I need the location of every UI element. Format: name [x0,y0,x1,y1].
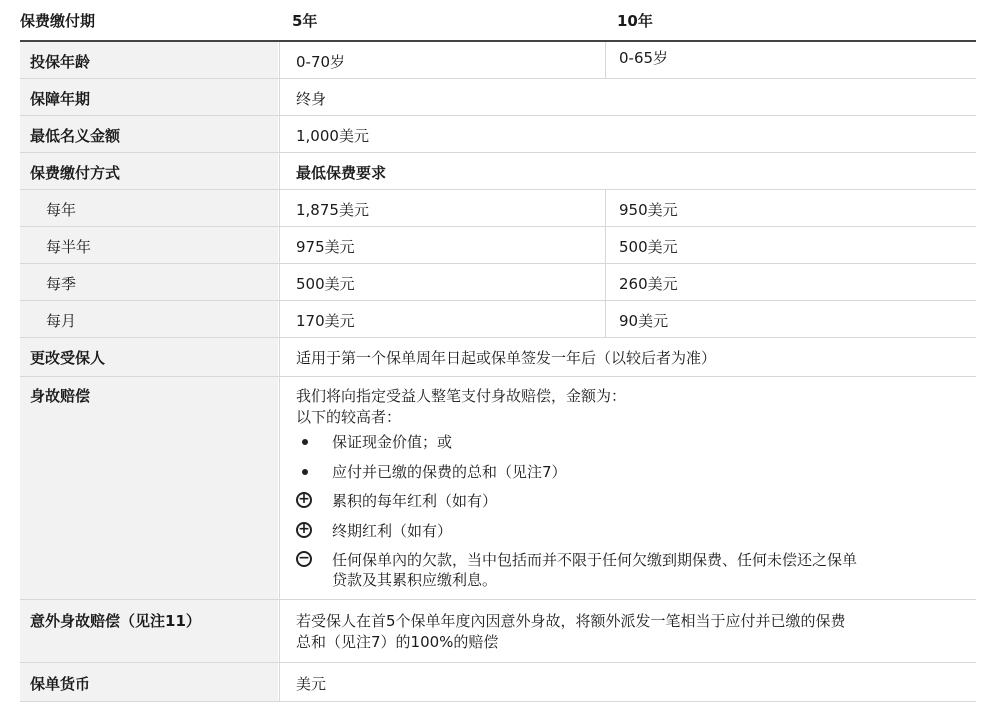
annual-10y-value: 950美元 [619,201,678,219]
header-10-year: 10年 [617,12,653,30]
table-row [20,190,976,227]
min-premium-heading: 最低保费要求 [296,164,387,182]
quarterly-5y-value: 500美元 [296,275,355,293]
death-benefit-higher-of: 以下的较高者： [296,408,402,426]
annual-5y-value: 1,875美元 [296,201,369,219]
table-row [20,338,976,377]
row-label-quarterly: 每季 [46,275,77,293]
death-benefit-deduction-line1: 任何保单內的欠款，当中包括而并不限于任何欠缴到期保费、任何未偿还之保单 [332,551,858,569]
table-row [20,116,976,153]
plus-circle-icon: + [296,522,312,538]
age-5y-value: 0-70岁 [296,53,346,71]
death-benefit-deduction-line2: 贷款及其累积应缴利息。 [332,571,498,589]
row-label-term: 保障年期 [30,90,91,108]
change-insured-value: 适用于第一个保单周年日起或保单签发一年后（以较后者为准） [296,349,717,367]
row-label-semi-annual: 每半年 [46,238,92,256]
monthly-10y-value: 90美元 [619,312,669,330]
table-row [20,153,976,190]
currency-value: 美元 [296,675,327,693]
death-benefit-item-cash-value: 保证现金价值；或 [332,433,453,451]
accidental-death-line2: 总和（见注7）的100%的赔偿 [296,633,499,651]
table-row [20,377,976,600]
table-row [20,301,976,338]
row-label-change-insured: 更改受保人 [30,349,106,367]
row-label-age: 投保年龄 [30,53,91,71]
table-row [20,79,976,116]
row-label-monthly: 每月 [46,312,77,330]
semi-5y-value: 975美元 [296,238,355,256]
monthly-5y-value: 170美元 [296,312,355,330]
header-premium-term: 保费缴付期 [20,12,96,30]
row-label-min-notional: 最低名义金额 [30,127,121,145]
table-row [20,663,976,702]
table-row [20,264,976,301]
death-benefit-intro: 我们将向指定受益人整笔支付身故赔偿，金额为： [296,387,627,405]
header-5-year: 5年 [292,12,318,30]
minus-circle-icon: − [296,551,312,567]
row-label-accidental-death: 意外身故赔偿（见注11） [30,612,201,630]
plus-circle-icon: + [296,492,312,508]
term-value: 终身 [296,90,327,108]
death-benefit-annual-dividend: 累积的每年红利（如有） [332,492,498,510]
death-benefit-terminal-dividend: 终期红利（如有） [332,522,453,540]
row-label-death-benefit: 身故赔偿 [30,387,91,405]
bullet-icon [302,439,308,445]
row-label-annual: 每年 [46,201,77,219]
death-benefit-item-premiums: 应付并已缴的保费的总和（见注7） [332,463,567,481]
table-header [20,0,976,42]
table-row [20,227,976,264]
age-10y-value: 0-65岁 [619,49,669,67]
semi-10y-value: 500美元 [619,238,678,256]
bullet-icon [302,469,308,475]
row-label-currency: 保单货币 [30,675,91,693]
accidental-death-line1: 若受保人在首5个保单年度內因意外身故，将额外派发一笔相当于应付并已缴的保费 [296,612,846,630]
table-row [20,600,976,663]
min-notional-value: 1,000美元 [296,127,369,145]
row-label-payment-mode: 保费缴付方式 [30,164,121,182]
quarterly-10y-value: 260美元 [619,275,678,293]
table-row [20,42,976,79]
